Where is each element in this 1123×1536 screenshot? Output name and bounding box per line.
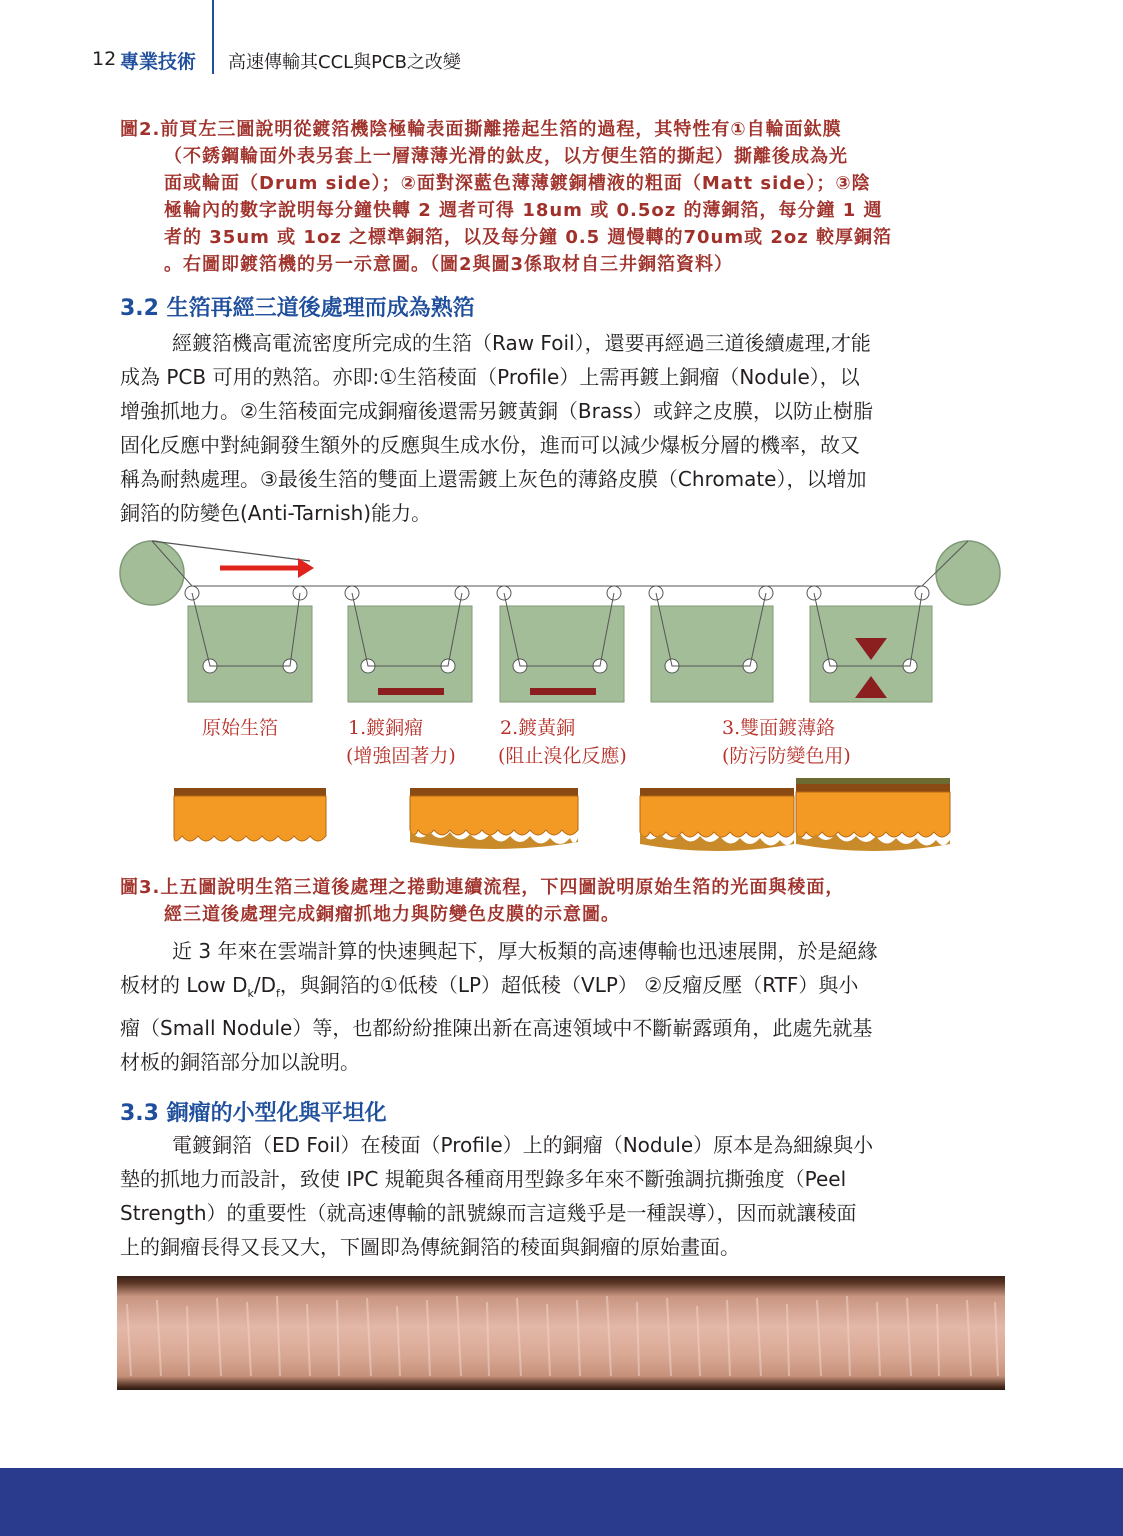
body-line: 成為 PCB 可用的熟箔。亦即:①生箔稜面（Profile）上需再鍍上銅瘤（Nodule），以 (120, 365, 860, 389)
tank-rinse (649, 586, 773, 702)
section-3-2-body (120, 326, 1004, 530)
section-heading-3-2: 3.2 生箔再經三道後處理而成為熟箔 (120, 296, 475, 321)
caption-line: 圖3.上五圖說明生箔三道後處理之捲動連續流程，下四圖說明原始生箔的光面與稜面， (120, 877, 845, 898)
section-label: 專業技術 (120, 51, 197, 73)
label-chromate-sub: (防污防變色用) (722, 745, 851, 767)
label-brass-sub: (阻止溴化反應) (498, 745, 627, 767)
body-line: 增強抓地力。②生箔稜面完成銅瘤後還需另鍍黃銅（Brass）或鋅之皮膜，以防止樹脂 (120, 399, 873, 423)
caption-line: 極輪內的數字說明每分鐘快轉 2 週者可得 18um 或 0.5oz 的薄銅箔，每分鐘 1 週 (164, 200, 883, 221)
caption-line: 面或輪面（Drum side）；②面對深藍色薄薄鍍銅槽液的粗面（Matt side）；③陰 (164, 173, 871, 194)
foil-section-nodule (410, 788, 578, 849)
body-line: 瘤（Small Nodule）等，也都紛紛推陳出新在高速領域中不斷嶄露頭角，此處先就基 (120, 1016, 873, 1040)
tank-nodule (345, 586, 472, 702)
figure2-caption (120, 116, 892, 278)
page-header (0, 0, 1123, 80)
footer-bar (0, 1468, 1123, 1536)
foil-treatment-diagram (110, 540, 1010, 870)
section-3-3-body (120, 1128, 1004, 1264)
body-line: 墊的抓地力而設計，致使 IPC 規範與各種商用型錄多年來不斷強調抗撕強度（Peel (120, 1167, 847, 1191)
section-heading-3-3: 3.3 銅瘤的小型化與平坦化 (120, 1101, 387, 1126)
body-line: 上的銅瘤長得又長又大，下圖即為傳統銅箔的稜面與銅瘤的原始畫面。 (120, 1235, 740, 1259)
figure3-caption (120, 874, 844, 928)
caption-line: 者的 35um 或 1oz 之標準銅箔，以及每分鐘 0.5 週慢轉的70um或 2oz 較厚銅箔 (164, 227, 892, 248)
foil-section-raw (174, 788, 326, 841)
body-line: 銅箔的防變色(Anti-Tarnish)能力。 (120, 501, 432, 525)
body-line: 近 3 年來在雲端計算的快速興起下，厚大板類的高速傳輸也迅速展開，於是絕緣 (172, 939, 878, 963)
tank-brass (497, 586, 624, 702)
micrograph-texture (117, 1276, 1005, 1390)
caption-line: 圖2.前頁左三圖說明從鍍箔機陰極輪表面撕離捲起生箔的過程，其特性有①自輪面鈦膜 (120, 119, 842, 140)
intro-paragraph (120, 934, 1004, 1079)
takeup-roll (936, 541, 1000, 605)
tank-chromate (807, 586, 932, 702)
header-divider (212, 0, 214, 74)
caption-line: （不銹鋼輪面外表另套上一層薄薄光滑的鈦皮，以方便生箔的撕起）撕離後成為光 (164, 146, 848, 167)
body-line: 稱為耐熱處理。③最後生箔的雙面上還需鍍上灰色的薄鉻皮膜（Chromate），以增加 (120, 467, 867, 491)
body-line: Strength）的重要性（就高速傳輸的訊號線而言這幾乎是一種誤導），因而就讓稜面 (120, 1201, 857, 1225)
body-line: 板材的 Low $D_k/D_f$，與銅箔的①低稜（LP）超低稜（VLP） ②反瘤反壓（RTF）與小 (120, 973, 859, 1000)
tank-raw (185, 586, 312, 702)
body-line: 材板的銅箔部分加以說明。 (120, 1050, 360, 1074)
label-brass: 2.鍍黃銅 (500, 717, 576, 739)
foil-section-chromate (796, 778, 950, 851)
caption-line: 經三道後處理完成銅瘤抓地力與防變色皮膜的示意圖。 (164, 904, 620, 925)
body-line: 固化反應中對純銅發生額外的反應與生成水份，進而可以減少爆板分層的機率，故又 (120, 433, 860, 457)
header-title: 高速傳輸其CCL與PCB之改變 (228, 52, 461, 73)
label-raw-foil: 原始生箔 (202, 717, 279, 739)
copper-foil-micrograph (117, 1276, 1005, 1390)
foil-section-brass (640, 788, 794, 851)
supply-roll (120, 541, 184, 605)
label-nodule: 1.鍍銅瘤 (348, 717, 424, 739)
label-chromate: 3.雙面鍍薄鉻 (722, 717, 836, 739)
body-line: 經鍍箔機高電流密度所完成的生箔（Raw Foil），還要再經過三道後續處理,才能 (172, 331, 871, 355)
label-nodule-sub: (增強固著力) (346, 745, 456, 767)
body-line: 電鍍銅箔（ED Foil）在稜面（Profile）上的銅瘤（Nodule）原本是為細線與小 (172, 1133, 874, 1157)
page-number: 12 (92, 48, 117, 70)
caption-line: 。右圖即鍍箔機的另一示意圖。（圖2與圖3係取材自三井銅箔資料） (164, 254, 734, 275)
